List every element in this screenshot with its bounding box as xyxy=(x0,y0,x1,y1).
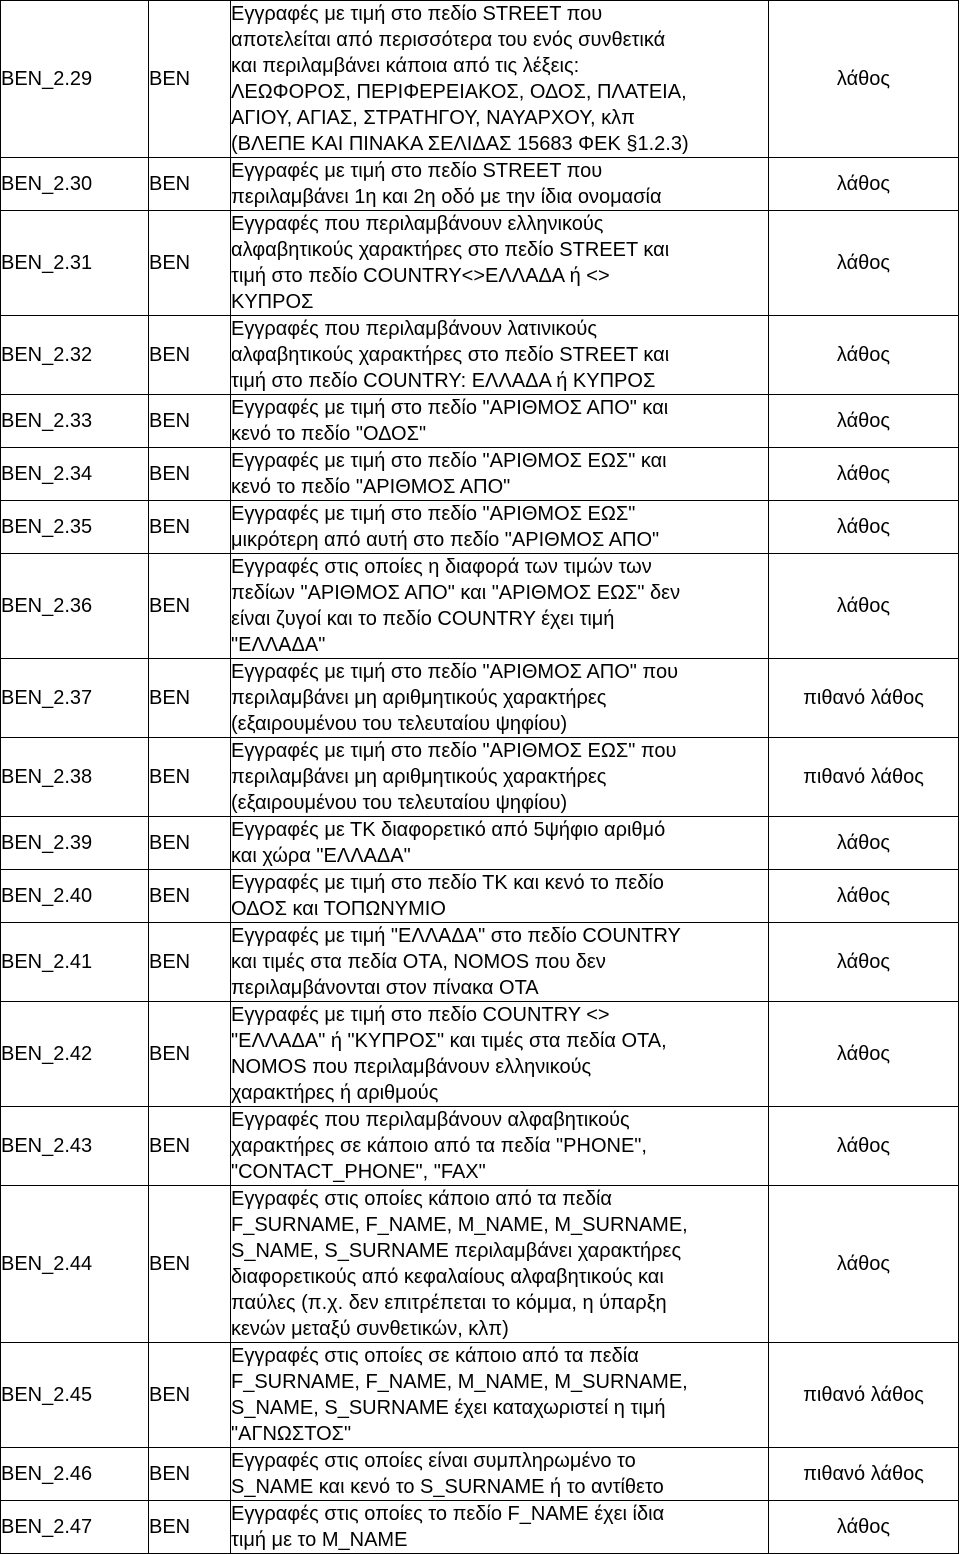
rule-description-line: "ΕΛΛΑΔΑ" xyxy=(231,634,326,656)
rule-description-line: Εγγραφές στις οποίες το πεδίο F_NAME έχει ίδια xyxy=(231,1503,665,1525)
rule-description-line: Εγγραφές με τιμή στο πεδίο STREET που xyxy=(231,3,603,25)
rule-description-line: περιλαμβάνει μη αριθμητικούς χαρακτήρες xyxy=(231,687,607,709)
rule-description xyxy=(231,1107,769,1186)
rule-description-line: S_NAME, S_SURNAME έχει καταχωριστεί η τιμή xyxy=(231,1397,666,1419)
rule-description-line: Εγγραφές με τιμή στο πεδίο COUNTRY <> xyxy=(231,1004,610,1026)
rule-description xyxy=(231,923,769,1002)
rule-description-line: κενών μεταξύ συνθετικών, κλπ) xyxy=(231,1318,509,1340)
rule-system: BEN xyxy=(149,1448,231,1501)
table-row xyxy=(1,1,959,158)
rule-code: BEN_2.34 xyxy=(1,448,149,501)
rule-severity: λάθος xyxy=(769,1107,959,1186)
rule-code: BEN_2.39 xyxy=(1,817,149,870)
table-row xyxy=(1,316,959,395)
rule-description-line: τιμή στο πεδίο COUNTRY<>ΕΛΛΑΔΑ ή <> xyxy=(231,265,610,287)
rule-code: BEN_2.33 xyxy=(1,395,149,448)
table-row xyxy=(1,1343,959,1448)
rule-description-line: και χώρα "ΕΛΛΑΔΑ" xyxy=(231,845,411,867)
rule-description-line: Εγγραφές με τιμή "ΕΛΛΑΔΑ" στο πεδίο COUNTRY xyxy=(231,925,681,947)
rule-description xyxy=(231,817,769,870)
rule-code: BEN_2.42 xyxy=(1,1002,149,1107)
table-row xyxy=(1,738,959,817)
rule-severity: λάθος xyxy=(769,395,959,448)
rule-description xyxy=(231,554,769,659)
rule-severity: λάθος xyxy=(769,817,959,870)
table-row xyxy=(1,448,959,501)
rule-system: BEN xyxy=(149,870,231,923)
rule-description xyxy=(231,1002,769,1107)
rule-description xyxy=(231,738,769,817)
rule-description-line: ΚΥΠΡΟΣ xyxy=(231,291,314,313)
rule-description-line: πεδίων "ΑΡΙΘΜΟΣ ΑΠΟ" και "ΑΡΙΘΜΟΣ ΕΩΣ" δεν xyxy=(231,582,681,604)
rule-description-line: Εγγραφές που περιλαμβάνουν αλφαβητικούς xyxy=(231,1109,630,1131)
rule-description-line: και τιμές στα πεδία ΟΤΑ, NOMOS που δεν xyxy=(231,951,606,973)
rule-description-line: ΟΔΟΣ και ΤΟΠΩΝΥΜΙΟ xyxy=(231,898,446,920)
rule-system: BEN xyxy=(149,158,231,211)
rule-description-line: αλφαβητικούς χαρακτήρες στο πεδίο STREET και xyxy=(231,344,670,366)
rule-severity: πιθανό λάθος xyxy=(769,1343,959,1448)
rule-description-line: περιλαμβάνει 1η και 2η οδό με την ίδια ονομασία xyxy=(231,186,662,208)
rule-description-line: χαρακτήρες σε κάποιο από τα πεδία "PHONE", xyxy=(231,1135,647,1157)
rule-system: BEN xyxy=(149,1,231,158)
rule-severity: λάθος xyxy=(769,1186,959,1343)
rule-description-line: (εξαιρουμένου του τελευταίου ψηφίου) xyxy=(231,713,568,735)
rule-code: BEN_2.37 xyxy=(1,659,149,738)
rule-severity: λάθος xyxy=(769,448,959,501)
rule-description-line: διαφορετικούς από κεφαλαίους αλφαβητικούς και xyxy=(231,1266,664,1288)
rule-description xyxy=(231,211,769,316)
rule-description-line: ΛΕΩΦΟΡΟΣ, ΠΕΡΙΦΕΡΕΙΑΚΟΣ, ΟΔΟΣ, ΠΛΑΤΕΙΑ, xyxy=(231,81,687,103)
rule-description-line: Εγγραφές που περιλαμβάνουν ελληνικούς xyxy=(231,213,604,235)
rule-system: BEN xyxy=(149,817,231,870)
rule-description xyxy=(231,1186,769,1343)
rule-severity: λάθος xyxy=(769,1002,959,1107)
table-row xyxy=(1,1107,959,1186)
table-row xyxy=(1,211,959,316)
rule-description-line: μικρότερη από αυτή στο πεδίο "ΑΡΙΘΜΟΣ ΑΠΟ" xyxy=(231,529,660,551)
rule-system: BEN xyxy=(149,1343,231,1448)
rule-severity: λάθος xyxy=(769,1501,959,1554)
rule-severity: λάθος xyxy=(769,1,959,158)
rule-code: BEN_2.35 xyxy=(1,501,149,554)
rule-system: BEN xyxy=(149,1186,231,1343)
rule-description-line: "ΑΓΝΩΣΤΟΣ" xyxy=(231,1423,352,1445)
rule-description-line: τιμή στο πεδίο COUNTRY: ΕΛΛΑΔΑ ή ΚΥΠΡΟΣ xyxy=(231,370,656,392)
rule-system: BEN xyxy=(149,659,231,738)
rule-description xyxy=(231,501,769,554)
rule-description-line: Εγγραφές με τιμή στο πεδίο "ΑΡΙΘΜΟΣ ΑΠΟ" και xyxy=(231,397,669,419)
rule-code: BEN_2.31 xyxy=(1,211,149,316)
rule-description-line: περιλαμβάνει μη αριθμητικούς χαρακτήρες xyxy=(231,766,607,788)
rule-code: BEN_2.43 xyxy=(1,1107,149,1186)
rule-code: BEN_2.38 xyxy=(1,738,149,817)
rule-description-line: Εγγραφές με τιμή στο πεδίο "ΑΡΙΘΜΟΣ ΕΩΣ" που xyxy=(231,740,677,762)
rule-description xyxy=(231,395,769,448)
table-row xyxy=(1,923,959,1002)
rule-description xyxy=(231,316,769,395)
rule-system: BEN xyxy=(149,448,231,501)
rule-description-line: περιλαμβάνονται στον πίνακα ΟΤΑ xyxy=(231,977,539,999)
table-row xyxy=(1,659,959,738)
rule-description xyxy=(231,1501,769,1554)
rule-description-line: (εξαιρουμένου του τελευταίου ψηφίου) xyxy=(231,792,568,814)
rule-description xyxy=(231,448,769,501)
rule-system: BEN xyxy=(149,1002,231,1107)
rule-description-line: χαρακτήρες ή αριθμούς xyxy=(231,1082,439,1104)
rule-system: BEN xyxy=(149,211,231,316)
rule-severity: λάθος xyxy=(769,316,959,395)
table-row xyxy=(1,395,959,448)
rule-description-line: Εγγραφές στις οποίες σε κάποιο από τα πεδία xyxy=(231,1345,639,1367)
rule-description xyxy=(231,1448,769,1501)
rule-severity: πιθανό λάθος xyxy=(769,659,959,738)
rule-system: BEN xyxy=(149,738,231,817)
rule-system: BEN xyxy=(149,395,231,448)
rule-description xyxy=(231,1,769,158)
rule-description-line: S_NAME, S_SURNAME περιλαμβάνει χαρακτήρες xyxy=(231,1240,682,1262)
rule-severity: πιθανό λάθος xyxy=(769,1448,959,1501)
rule-description xyxy=(231,659,769,738)
rule-description-line: Εγγραφές με τιμή στο πεδίο "ΑΡΙΘΜΟΣ ΕΩΣ" xyxy=(231,503,636,525)
rule-description-line: "ΕΛΛΑΔΑ" ή "ΚΥΠΡΟΣ" και τιμές στα πεδία ΟΤΑ, xyxy=(231,1030,667,1052)
rule-code: BEN_2.45 xyxy=(1,1343,149,1448)
rule-system: BEN xyxy=(149,554,231,659)
rule-description-line: και περιλαμβάνει κάποια από τις λέξεις: xyxy=(231,55,580,77)
rule-code: BEN_2.29 xyxy=(1,1,149,158)
table-row xyxy=(1,870,959,923)
rule-code: BEN_2.46 xyxy=(1,1448,149,1501)
rule-description xyxy=(231,870,769,923)
rule-description-line: είναι ζυγοί και το πεδίο COUNTRY έχει τιμή xyxy=(231,608,615,630)
rule-description-line: κενό το πεδίο "ΑΡΙΘΜΟΣ ΑΠΟ" xyxy=(231,476,511,498)
rule-description-line: αποτελείται από περισσότερα του ενός συνθετικά xyxy=(231,29,666,51)
rule-description-line: NOMOS που περιλαμβάνουν ελληνικούς xyxy=(231,1056,592,1078)
rule-system: BEN xyxy=(149,1501,231,1554)
rule-code: BEN_2.32 xyxy=(1,316,149,395)
rule-severity: λάθος xyxy=(769,501,959,554)
table-row xyxy=(1,158,959,211)
rule-description-line: ΑΓΙΟΥ, ΑΓΙΑΣ, ΣΤΡΑΤΗΓΟΥ, ΝΑΥΑΡΧΟΥ, κλπ xyxy=(231,107,635,129)
rule-severity: λάθος xyxy=(769,923,959,1002)
rule-description-line: (ΒΛΕΠΕ ΚΑΙ ΠΙΝΑΚΑ ΣΕΛΙΔΑΣ 15683 ΦΕΚ §1.2.3) xyxy=(231,133,689,155)
table-row xyxy=(1,501,959,554)
rule-description xyxy=(231,158,769,211)
rule-code: BEN_2.44 xyxy=(1,1186,149,1343)
rule-description-line: Εγγραφές με τιμή στο πεδίο "ΑΡΙΘΜΟΣ ΑΠΟ" που xyxy=(231,661,679,683)
rule-description-line: S_NAME και κενό το S_SURNAME ή το αντίθετο xyxy=(231,1476,664,1498)
rules-table-body xyxy=(1,1,959,1554)
rule-description-line: F_SURNAME, F_NAME, M_NAME, M_SURNAME, xyxy=(231,1371,688,1393)
rule-description-line: αλφαβητικούς χαρακτήρες στο πεδίο STREET και xyxy=(231,239,670,261)
table-row xyxy=(1,1501,959,1554)
rule-description-line: Εγγραφές στις οποίες είναι συμπληρωμένο το xyxy=(231,1450,636,1472)
rule-severity: λάθος xyxy=(769,870,959,923)
rule-description-line: κενό το πεδίο "ΟΔΟΣ" xyxy=(231,423,427,445)
rule-description-line: Εγγραφές με τιμή στο πεδίο ΤΚ και κενό το πεδίο xyxy=(231,872,664,894)
rule-system: BEN xyxy=(149,501,231,554)
rule-description-line: Εγγραφές με ΤΚ διαφορετικό από 5ψήφιο αριθμό xyxy=(231,819,666,841)
rule-description xyxy=(231,1343,769,1448)
rule-severity: λάθος xyxy=(769,211,959,316)
rule-description-line: παύλες (π.χ. δεν επιτρέπεται το κόμμα, η ύπαρξη xyxy=(231,1292,667,1314)
rule-description-line: Εγγραφές με τιμή στο πεδίο STREET που xyxy=(231,160,603,182)
rule-code: BEN_2.47 xyxy=(1,1501,149,1554)
table-row xyxy=(1,1448,959,1501)
rule-description-line: Εγγραφές στις οποίες η διαφορά των τιμών των xyxy=(231,556,652,578)
table-row xyxy=(1,1186,959,1343)
rule-code: BEN_2.30 xyxy=(1,158,149,211)
rule-severity: πιθανό λάθος xyxy=(769,738,959,817)
rule-description-line: Εγγραφές στις οποίες κάποιο από τα πεδία xyxy=(231,1188,612,1210)
rule-system: BEN xyxy=(149,316,231,395)
rule-description-line: τιμή με το M_NAME xyxy=(231,1529,408,1551)
rule-code: BEN_2.40 xyxy=(1,870,149,923)
rule-code: BEN_2.36 xyxy=(1,554,149,659)
table-row xyxy=(1,554,959,659)
rule-system: BEN xyxy=(149,1107,231,1186)
rule-description-line: "CONTACT_PHONE", "FAX" xyxy=(231,1161,486,1183)
rule-description-line: Εγγραφές που περιλαμβάνουν λατινικούς xyxy=(231,318,597,340)
rule-code: BEN_2.41 xyxy=(1,923,149,1002)
table-row xyxy=(1,817,959,870)
rule-severity: λάθος xyxy=(769,554,959,659)
rule-description-line: F_SURNAME, F_NAME, M_NAME, M_SURNAME, xyxy=(231,1214,688,1236)
rule-severity: λάθος xyxy=(769,158,959,211)
rule-system: BEN xyxy=(149,923,231,1002)
table-row xyxy=(1,1002,959,1107)
rule-description-line: Εγγραφές με τιμή στο πεδίο "ΑΡΙΘΜΟΣ ΕΩΣ" και xyxy=(231,450,667,472)
